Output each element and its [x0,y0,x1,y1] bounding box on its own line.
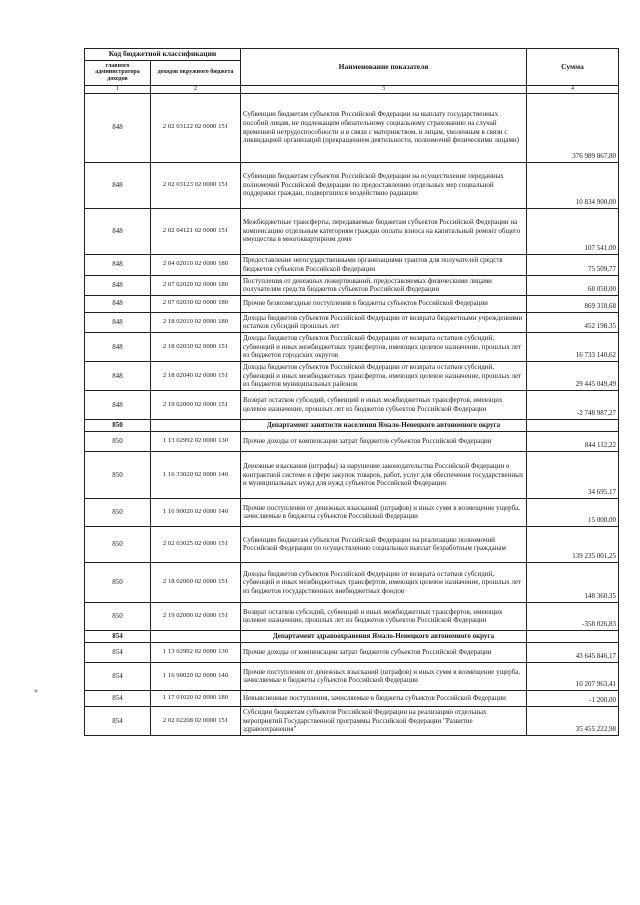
amount-cell: 376 989 867,80 [527,93,619,162]
admin-code-cell: 848 [85,390,151,419]
income-code-cell: 2 18 02060 02 0000 151 [151,562,241,602]
admin-code-cell: 854 [85,690,151,706]
table-row [85,526,619,562]
table-row [85,662,619,690]
table-row [85,162,619,208]
admin-code-cell: 848 [85,332,151,361]
amount-cell: 15 000,00 [527,498,619,526]
table-row [85,431,619,451]
amount-cell: 10 207 963,41 [527,662,619,690]
indicator-name-cell: Прочие безвозмездные поступления в бюджеты субъектов Российской Федерации [241,295,527,312]
amount-cell: 34 695,17 [527,451,619,498]
admin-code-cell: 850 [85,498,151,526]
indicator-name-cell: Невыясненные поступления, зачисляемые в бюджеты субъектов Российской Федерации [241,690,527,706]
table-row [85,602,619,630]
indicator-name-cell: Субвенции бюджетам субъектов Российской Федерации на осуществление переданных полномочий Российской Федерации по предоставлению отдельных мер социальной поддержки граждан, подвергшихся воздействию радиации [241,162,527,208]
admin-code-cell: 848 [85,208,151,254]
indicator-name-cell: Департамент занятости населения Ямало-Ненецкого автономного округа [241,419,527,431]
admin-code-cell: 854 [85,642,151,662]
amount-cell: 29 445 049,49 [527,361,619,390]
income-code-cell: 2 18 02040 02 0000 151 [151,361,241,390]
admin-code-cell: 850 [85,602,151,630]
admin-code-cell: 848 [85,162,151,208]
income-code-cell: 2 07 02020 02 0000 180 [151,275,241,295]
indicator-name-cell: Доходы бюджетов субъектов Российской Федерации от возврата остатков субсидий, субвенций и иных межбюджетных трансфертов, имеющих целевое назначение, прошлых лет из бюджетов муниципальных районов [241,361,527,390]
indicator-name-cell: Субвенции бюджетам субъектов Российской Федерации на выплату государственных пособий лицам, не подлежащим обязательному социальному страхованию на случай временной нетрудоспособности и в связи с материнством, и лицам, уволенным в связи с ликвидацией организаций (прекращением деятельности, полномочий физическими лицами) [241,93,527,162]
admin-code-cell: 848 [85,275,151,295]
admin-code-cell: 850 [85,562,151,602]
income-code-cell: 2 19 02000 02 0000 151 [151,602,241,630]
income-code-cell: 2 02 03122 02 0000 151 [151,93,241,162]
column-number-2: 2 [151,85,241,93]
indicator-name-cell: Доходы бюджетов субъектов Российской Федерации от возврата остатков субсидий, субвенций и иных межбюджетных трансфертов, имеющих целевое назначение, прошлых лет из бюджетов государственных внебюджетных фондов [241,562,527,602]
amount-cell: 75 509,77 [527,254,619,275]
admin-code-cell: 848 [85,93,151,162]
admin-column-header: главного администратора доходов [85,60,151,85]
income-code-cell: 2 04 02010 02 0000 180 [151,254,241,275]
table-row [85,361,619,390]
amount-cell: 68 050,00 [527,275,619,295]
income-code-cell: 1 13 02992 02 0000 130 [151,642,241,662]
income-code-cell: 1 17 01020 02 0000 180 [151,690,241,706]
name-column-header: Наименование показателя [241,49,527,86]
income-code-cell: 2 19 02000 02 0000 151 [151,390,241,419]
table-row [85,332,619,361]
amount-cell [527,630,619,642]
amount-cell: -2 748 987,27 [527,390,619,419]
indicator-name-cell: Субвенции бюджетам субъектов Российской Федерации на реализацию полномочий Российской Федерации по осуществлению социальных выплат безработным гражданам [241,526,527,562]
amount-cell: 148 360,35 [527,562,619,602]
indicator-name-cell: Прочие доходы от компенсации затрат бюджетов субъектов Российской Федерации [241,642,527,662]
table-row [85,562,619,602]
income-code-cell: 2 02 02208 02 0000 151 [151,706,241,735]
indicator-name-cell: Прочие поступления от денежных взысканий (штрафов) и иных сумм в возмещение ущерба, зачисляемые в бюджеты субъектов Российской Федерации [241,498,527,526]
amount-cell: 107 541,00 [527,208,619,254]
indicator-name-cell: Предоставление негосударственными организациями грантов для получателей средств бюджетов субъектов Российской Федерации [241,254,527,275]
indicator-name-cell: Межбюджетные трансферты, передаваемые бюджетам субъектов Российской Федерации на компенсацию отдельным категориям граждан оплаты взноса на капитальный ремонт общего имущества в многоквартирном доме [241,208,527,254]
income-code-cell: 1 16 33020 02 0000 140 [151,451,241,498]
admin-code-cell: 850 [85,526,151,562]
admin-code-cell: 848 [85,254,151,275]
income-code-cell: 1 16 90020 02 0000 140 [151,662,241,690]
income-code-cell [151,630,241,642]
amount-cell: 869 318,68 [527,295,619,312]
column-number-1: 1 [85,85,151,93]
income-code-cell: 1 13 02992 02 0000 130 [151,431,241,451]
amount-cell: 43 645 846,17 [527,642,619,662]
margin-mark: « [34,686,38,695]
admin-code-cell: 850 [85,431,151,451]
admin-code-cell: 848 [85,295,151,312]
admin-code-cell: 848 [85,361,151,390]
indicator-name-cell: Возврат остатков субсидий, субвенций и иных межбюджетных трансфертов, имеющих целевое назначение, прошлых лет из бюджетов субъектов Российской Федерации [241,602,527,630]
table-row [85,498,619,526]
income-code-cell [151,419,241,431]
department-row [85,630,619,642]
indicator-name-cell: Прочие поступления от денежных взысканий (штрафов) и иных сумм в возмещение ущерба, зачисляемые в бюджеты субъектов Российской Федерации [241,662,527,690]
table-row [85,208,619,254]
admin-code-cell: 854 [85,662,151,690]
table-row [85,451,619,498]
amount-cell [527,419,619,431]
department-row [85,419,619,431]
income-code-cell: 2 18 02030 02 0000 151 [151,332,241,361]
income-code-cell: 2 18 02010 02 0000 180 [151,312,241,332]
indicator-name-cell: Субсидии бюджетам субъектов Российской Федерации на реализацию отдельных мероприятий Государственной программы Российской Федерации "Развитие здравоохранения" [241,706,527,735]
amount-cell: -358 026,83 [527,602,619,630]
amount-cell: 452 198,35 [527,312,619,332]
admin-code-cell: 854 [85,630,151,642]
amount-cell: -1 200,00 [527,690,619,706]
amount-cell: 35 455 222,98 [527,706,619,735]
income-code-cell: 2 07 02030 02 0000 180 [151,295,241,312]
income-code-cell: 2 02 03025 02 0000 151 [151,526,241,562]
admin-code-cell: 850 [85,451,151,498]
income-code-cell: 2 02 04121 02 0000 151 [151,208,241,254]
indicator-name-cell: Доходы бюджетов субъектов Российской Федерации от возврата остатков субсидий, субвенций и иных межбюджетных трансфертов, имеющих целевое назначение, прошлых лет из бюджетов городских округов [241,332,527,361]
table-row [85,93,619,162]
table-row [85,642,619,662]
column-number-3: 3 [241,85,527,93]
indicator-name-cell: Прочие доходы от компенсации затрат бюджетов субъектов Российской Федерации [241,431,527,451]
table-row [85,706,619,735]
income-code-cell: 2 02 03123 02 0000 151 [151,162,241,208]
indicator-name-cell: Возврат остатков субсидий, субвенций и иных межбюджетных трансфертов, имеющих целевое назначение, прошлых лет из бюджетов субъектов Российской Федерации [241,390,527,419]
table-row [85,690,619,706]
amount-cell: 10 834 900,00 [527,162,619,208]
amount-cell: 16 733 140,62 [527,332,619,361]
column-number-4: 4 [527,85,619,93]
amount-cell: 139 235 001,25 [527,526,619,562]
income-code-cell: 1 16 90020 02 0000 140 [151,498,241,526]
table-row [85,254,619,275]
budget-table-page [84,48,618,736]
table-row [85,275,619,295]
table-row [85,295,619,312]
indicator-name-cell: Поступления от денежных пожертвований, предоставляемых физическими лицами получателям средств бюджетов субъектов Российской Федерации [241,275,527,295]
amount-cell: 844 112,22 [527,431,619,451]
admin-code-cell: 854 [85,706,151,735]
budget-table [84,48,619,736]
sum-column-header: Сумма [527,49,619,86]
indicator-name-cell: Доходы бюджетов субъектов Российской Федерации от возврата бюджетными учреждениями остатков субсидий прошлых лет [241,312,527,332]
income-code-column-header: доходов окружного бюджета [151,60,241,85]
indicator-name-cell: Департамент здравоохранения Ямало-Ненецкого автономного округа [241,630,527,642]
table-row [85,312,619,332]
admin-code-cell: 848 [85,312,151,332]
table-row [85,390,619,419]
admin-code-cell: 850 [85,419,151,431]
code-group-header: Код бюджетной классификации [85,49,241,61]
indicator-name-cell: Денежные взыскания (штрафы) за нарушение законодательства Российской Федерации о контрактной системе в сфере закупок товаров, работ, услуг для обеспечения государственных и муниципальных нужд для нужд субъектов Российской Федерации [241,451,527,498]
